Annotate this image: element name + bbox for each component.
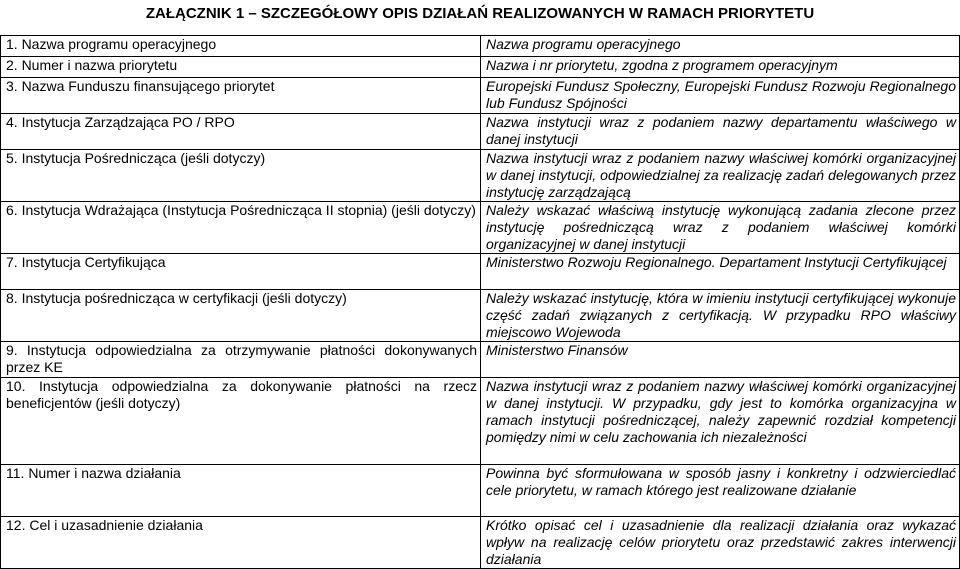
priority-description-table [0,35,960,569]
row-label: 3. Nazwa Funduszu finansującego priorytet [1,78,481,114]
row-value: Należy wskazać instytucję, która w imieniu instytucji certyfikującej wykonuje część zadań związanych z certyfikacją. W przypadku RPO właściwy miejscowo Wojewoda [481,290,960,342]
row-label: 9. Instytucja odpowiedzialna za otrzymywanie płatności dokonywanych przez KE [1,342,481,378]
table-row [1,378,960,465]
table-row [1,150,960,202]
row-label: 5. Instytucja Pośrednicząca (jeśli dotyczy) [1,150,481,202]
table-row [1,517,960,569]
document-title: ZAŁĄCZNIK 1 – SZCZEGÓŁOWY OPIS DZIAŁAŃ REALIZOWANYCH W RAMACH PRIORYTETU [145,5,815,22]
row-label: 2. Numer i nazwa priorytetu [1,57,481,78]
row-value: Nazwa i nr priorytetu, zgodna z programem operacyjnym [481,57,960,78]
table-row [1,254,960,290]
row-label: 1. Nazwa programu operacyjnego [1,36,481,57]
row-value: Nazwa instytucji wraz z podaniem nazwy departamentu właściwego w danej instytucji [481,114,960,150]
row-label: 11. Numer i nazwa działania [1,465,481,517]
table-row [1,465,960,517]
row-label: 10. Instytucja odpowiedzialna za dokonywanie płatności na rzecz beneficjentów (jeśli dotyczy) [1,378,481,465]
row-label: 7. Instytucja Certyfikująca [1,254,481,290]
row-label: 6. Instytucja Wdrażająca (Instytucja Pośrednicząca II stopnia) (jeśli dotyczy) [1,202,481,254]
table-row [1,202,960,254]
table-row [1,114,960,150]
row-value: Nazwa instytucji wraz z podaniem nazwy właściwej komórki organizacyjnej w danej instytucji. W przypadku, gdy jest to komórka organizacyjna w ramach instytucji pośredniczącej, należy zapewnić rozdział kompetencji pomiędzy nimi w celu zachowania ich niezależności [481,378,960,465]
row-value: Należy wskazać właściwą instytucję wykonującą zadania zlecone przez instytucję pośredniczącą wraz z podaniem właściwej komórki organizacyjnej w danej instytucji [481,202,960,254]
row-label: 4. Instytucja Zarządzająca PO / RPO [1,114,481,150]
table-row [1,290,960,342]
row-value: Krótko opisać cel i uzasadnienie dla realizacji działania oraz wykazać wpływ na realizację celów priorytetu oraz przedstawić zakres interwencji działania [481,517,960,569]
row-value: Nazwa programu operacyjnego [481,36,960,57]
row-label: 12. Cel i uzasadnienie działania [1,517,481,569]
row-value: Powinna być sformułowana w sposób jasny i konkretny i odzwierciedlać cele priorytetu, w ramach którego jest realizowane działanie [481,465,960,517]
table-row [1,78,960,114]
table-row [1,342,960,378]
row-value: Nazwa instytucji wraz z podaniem nazwy właściwej komórki organizacyjnej w danej instytucji, odpowiedzialnej za realizację zadań delegowanych przez instytucję zarządzającą [481,150,960,202]
row-value: Ministerstwo Rozwoju Regionalnego. Departament Instytucji Certyfikującej [481,254,960,290]
row-value: Europejski Fundusz Społeczny, Europejski Fundusz Rozwoju Regionalnego lub Fundusz Spójności [481,78,960,114]
table-row [1,36,960,57]
table-row [1,57,960,78]
row-label: 8. Instytucja pośrednicząca w certyfikacji (jeśli dotyczy) [1,290,481,342]
row-value: Ministerstwo Finansów [481,342,960,378]
